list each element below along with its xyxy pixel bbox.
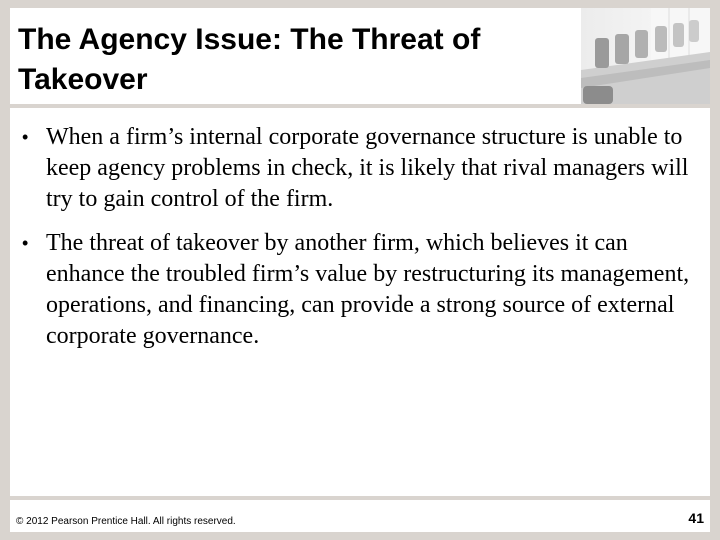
bullet-item (22, 122, 702, 215)
bullet-marker: • (22, 233, 29, 253)
slide-body (10, 108, 710, 496)
bullet-item (22, 228, 702, 352)
bullet-marker: • (22, 127, 29, 147)
slide-title: The Agency Issue: The Threat of Takeover (18, 23, 481, 96)
copyright-notice: © 2012 Pearson Prentice Hall. All rights reserved. (16, 516, 236, 527)
bullet-text: When a firm’s internal corporate governance structure is unable to keep agency problems in check, it is likely that rival managers will try to gain control of the firm. (46, 124, 689, 212)
slide-footer (10, 500, 710, 532)
page-number: 41 (688, 510, 704, 526)
title-bar (10, 8, 581, 104)
boardroom-chairs-photo (581, 8, 710, 104)
bullet-text: The threat of takeover by another firm, which believes it can enhance the troubled firm’s value by restructuring its management, operations, and financing, can provide a strong source of external corporate governance. (46, 230, 690, 349)
boardroom-chairs-illustration (581, 8, 710, 104)
bullet-list (22, 122, 702, 365)
